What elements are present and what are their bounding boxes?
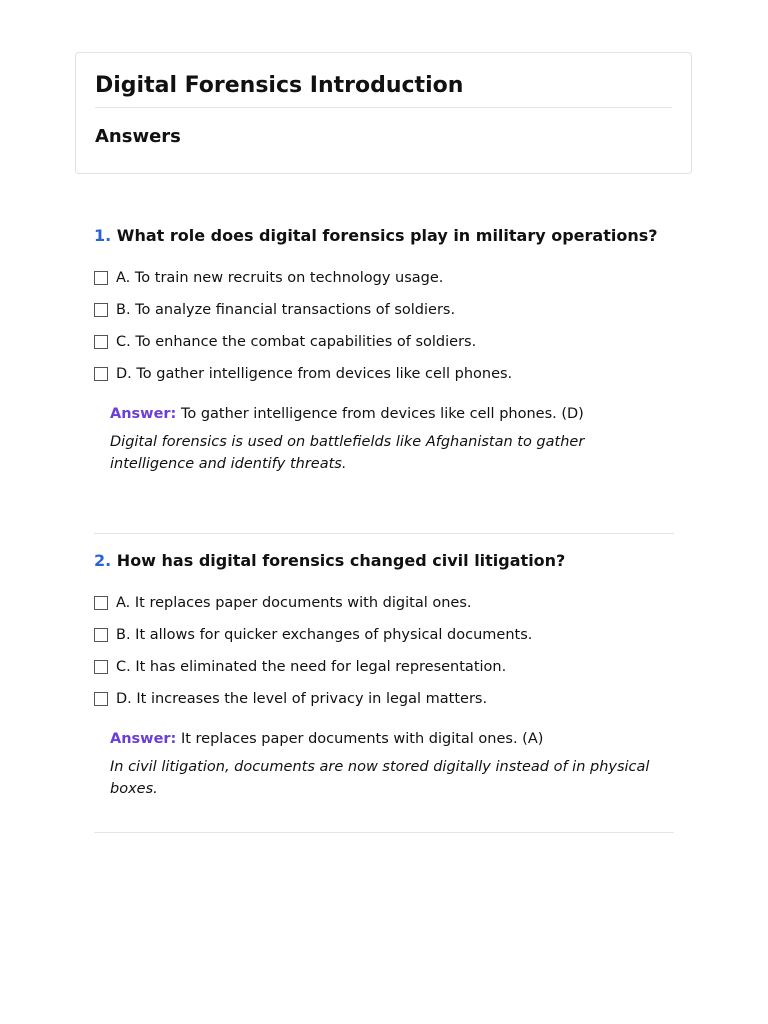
question-1 (94, 223, 674, 475)
checkbox[interactable] (94, 660, 108, 674)
question-heading (94, 223, 674, 248)
checkbox[interactable] (94, 692, 108, 706)
answer-label: Answer: (110, 406, 177, 422)
option-b[interactable] (94, 619, 674, 651)
option-c[interactable] (94, 651, 674, 683)
option-list (94, 262, 674, 390)
document-title: Digital Forensics Introduction (95, 73, 464, 98)
option-c[interactable] (94, 326, 674, 358)
section-divider (94, 533, 674, 534)
answer-block (110, 728, 674, 800)
document-subtitle: Answers (95, 126, 181, 147)
checkbox[interactable] (94, 303, 108, 317)
checkbox[interactable] (94, 271, 108, 285)
question-number: 2. (94, 551, 112, 570)
answer-line (110, 728, 674, 750)
answer-explanation: In civil litigation, documents are now stored digitally instead of in physical boxes. (110, 759, 650, 797)
option-label: A. It replaces paper documents with digital ones. (116, 595, 472, 611)
option-label: B. To analyze financial transactions of soldiers. (116, 302, 456, 318)
header-card (75, 52, 692, 174)
question-2 (94, 548, 674, 800)
answer-line (110, 403, 674, 425)
title-divider (95, 107, 672, 108)
option-b[interactable] (94, 294, 674, 326)
option-label: C. To enhance the combat capabilities of soldiers. (116, 334, 477, 350)
answer-text: To gather intelligence from devices like cell phones. (D) (180, 406, 584, 422)
question-number: 1. (94, 226, 112, 245)
checkbox[interactable] (94, 367, 108, 381)
question-text: What role does digital forensics play in military operations? (116, 226, 658, 245)
option-label: D. To gather intelligence from devices like cell phones. (116, 366, 513, 382)
option-a[interactable] (94, 587, 674, 619)
answer-text: It replaces paper documents with digital ones. (A) (180, 731, 544, 747)
question-text: How has digital forensics changed civil litigation? (116, 551, 566, 570)
option-label: D. It increases the level of privacy in legal matters. (116, 691, 488, 707)
answer-explanation: Digital forensics is used on battlefields like Afghanistan to gather intelligence and identify threats. (110, 434, 585, 472)
checkbox[interactable] (94, 335, 108, 349)
option-d[interactable] (94, 683, 674, 715)
option-list (94, 587, 674, 715)
checkbox[interactable] (94, 596, 108, 610)
option-a[interactable] (94, 262, 674, 294)
option-label: B. It allows for quicker exchanges of physical documents. (116, 627, 533, 643)
option-d[interactable] (94, 358, 674, 390)
section-divider (94, 832, 674, 833)
question-heading (94, 548, 674, 573)
answer-label: Answer: (110, 731, 177, 747)
option-label: C. It has eliminated the need for legal representation. (116, 659, 507, 675)
answer-block (110, 403, 674, 475)
option-label: A. To train new recruits on technology usage. (116, 270, 444, 286)
checkbox[interactable] (94, 628, 108, 642)
